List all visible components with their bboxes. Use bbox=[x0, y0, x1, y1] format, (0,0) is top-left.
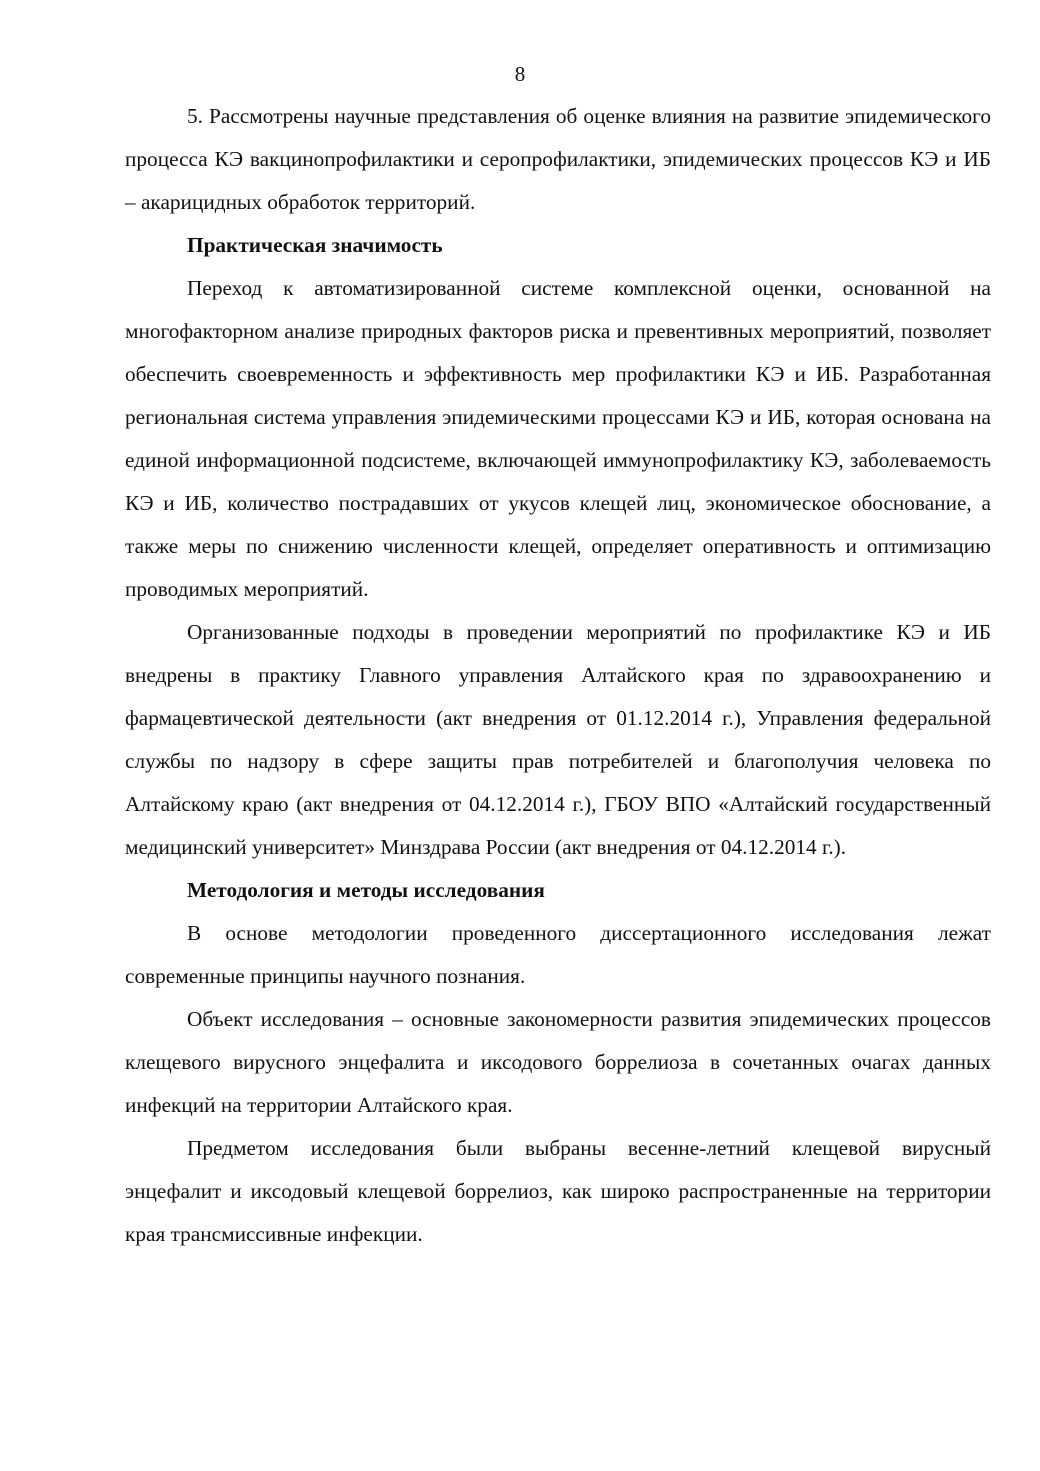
heading-methodology: Методология и методы исследования bbox=[187, 878, 545, 902]
paragraph-results-5: 5. Рассмотрены научные представления об оценке влияния на развитие эпидемического процесса КЭ вакцинопрофилактики и серопрофилактики, эпидемических процессов КЭ и ИБ – акарицидных обработок территорий. bbox=[125, 104, 991, 214]
paragraph-research-subject: Предметом исследования были выбраны весенне-летний клещевой вирусный энцефалит и иксодовый клещевой боррелиоз, как широко распространенные на территории края трансмиссивные инфекции. bbox=[125, 1136, 991, 1246]
document-body bbox=[125, 95, 991, 1256]
paragraph-implementation: Организованные подходы в проведении мероприятий по профилактике КЭ и ИБ внедрены в практику Главного управления Алтайского края по здравоохранению и фармацевтической деятельности (акт внедрения от 01.12.2014 г.), Управления федеральной службы по надзору в сфере защиты прав потребителей и благополучия человека по Алтайскому краю (акт внедрения от 04.12.2014 г.), ГБОУ ВПО «Алтайский государственный медицинский университет» Минздрава России (акт внедрения от 04.12.2014 г.). bbox=[125, 620, 991, 859]
paragraph-methodology-basis: В основе методологии проведенного диссертационного исследования лежат современные принципы научного познания. bbox=[125, 921, 991, 988]
paragraph-research-object: Объект исследования – основные закономерности развития эпидемических процессов клещевого вирусного энцефалита и иксодового боррелиоза в сочетанных очагах данных инфекций на территории Алтайского края. bbox=[125, 1007, 991, 1117]
heading-practical-significance: Практическая значимость bbox=[187, 233, 443, 257]
paragraph-automated-system: Переход к автоматизированной системе комплексной оценки, основанной на многофакторном анализе природных факторов риска и превентивных мероприятий, позволяет обеспечить своевременность и эффективность мер профилактики КЭ и ИБ. Разработанная региональная система управления эпидемическими процессами КЭ и ИБ, которая основана на единой информационной подсистеме, включающей иммунопрофилактику КЭ, заболеваемость КЭ и ИБ, количество пострадавших от укусов клещей лиц, экономическое обоснование, а также меры по снижению численности клещей, определяет оперативность и оптимизацию проводимых мероприятий. bbox=[125, 276, 991, 601]
page-number: 8 bbox=[514, 62, 526, 86]
